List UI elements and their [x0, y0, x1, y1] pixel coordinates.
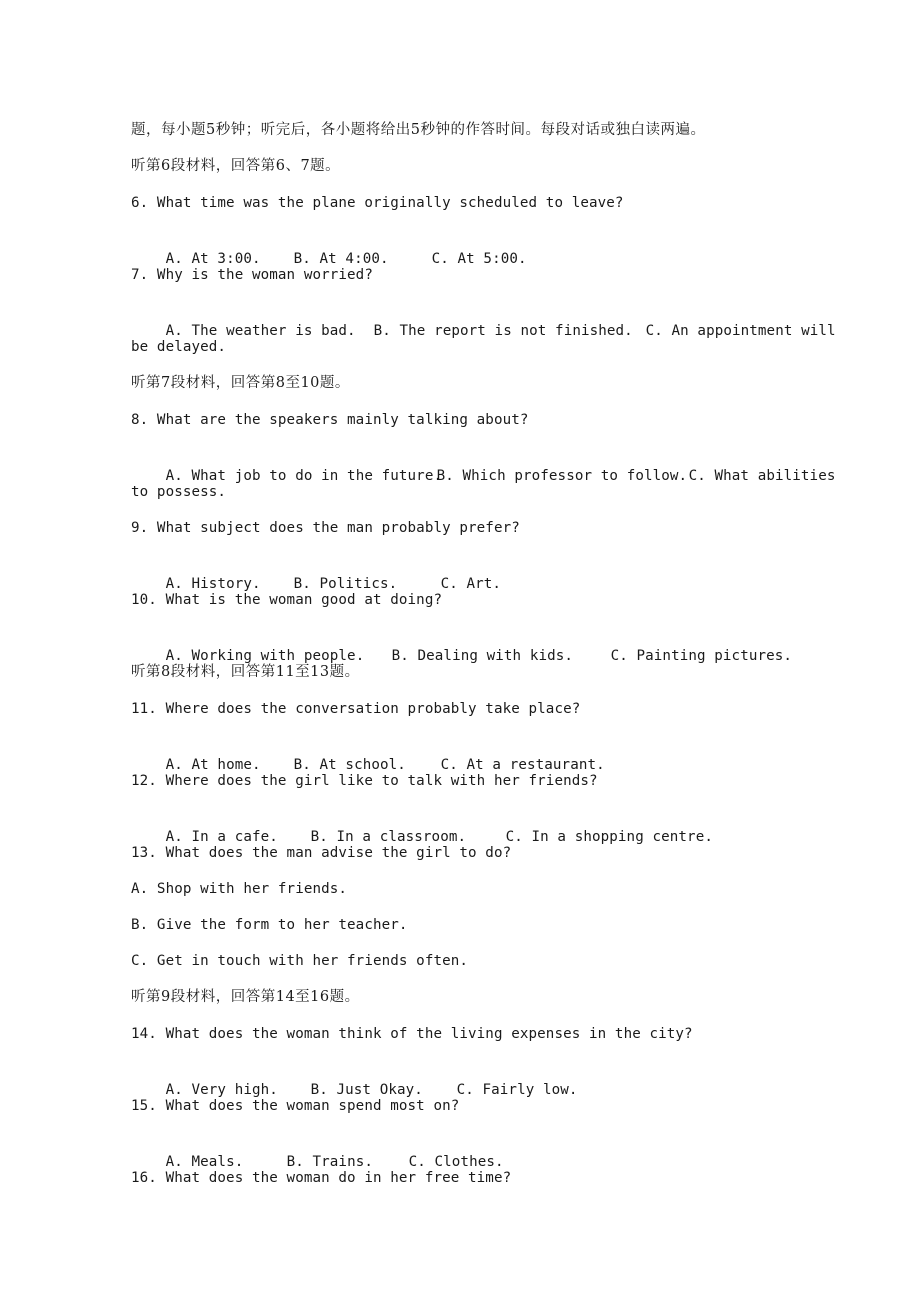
question-10-option-b: B. Dealing with kids.	[391, 648, 574, 664]
question-9-stem: 9. What subject does the man probably prefer?	[131, 520, 520, 536]
section-heading-7: 听第7段材料，回答第8至10题。	[131, 375, 350, 391]
question-15-option-c: C. Clothes.	[408, 1154, 504, 1170]
question-8-option-a: A. What job to do in the future.	[165, 468, 443, 484]
question-15-option-a: A. Meals.	[165, 1154, 244, 1170]
question-9-option-b: B. Politics.	[293, 576, 398, 592]
section-heading-8: 听第8段材料，回答第11至13题。	[131, 664, 360, 680]
question-8-option-c-continued: to possess.	[131, 484, 227, 500]
question-12-option-b: B. In a classroom.	[310, 829, 467, 845]
question-14-option-b: B. Just Okay.	[310, 1082, 423, 1098]
question-11-option-b: B. At school.	[293, 757, 406, 773]
question-15-option-b: B. Trains.	[286, 1154, 373, 1170]
question-13-option-b: B. Give the form to her teacher.	[131, 917, 408, 933]
question-7-stem: 7. Why is the woman worried?	[131, 267, 373, 283]
question-13-option-c: C. Get in touch with her friends often.	[131, 953, 469, 969]
question-11-option-c: C. At a restaurant.	[440, 757, 605, 773]
question-10-stem: 10. What is the woman good at doing?	[131, 592, 443, 608]
question-12-option-a: A. In a cafe.	[165, 829, 278, 845]
question-14-stem: 14. What does the woman think of the living expenses in the city?	[131, 1026, 693, 1042]
question-7-option-b: B. The report is not finished.	[373, 323, 633, 339]
question-11-option-a: A. At home.	[165, 757, 261, 773]
question-7-option-a: A. The weather is bad.	[165, 323, 356, 339]
instruction-text: 题，每小题5秒钟；听完后，各小题将给出5秒钟的作答时间。每段对话或独白读两遍。	[131, 122, 706, 138]
question-8-stem: 8. What are the speakers mainly talking about?	[131, 412, 529, 428]
question-14-option-c: C. Fairly low.	[456, 1082, 578, 1098]
question-7-option-c: C. An appointment will	[645, 323, 836, 339]
question-10-option-a: A. Working with people.	[165, 648, 365, 664]
question-6-option-c: C. At 5:00.	[431, 251, 527, 267]
question-13-option-a: A. Shop with her friends.	[131, 881, 348, 897]
question-14-option-a: A. Very high.	[165, 1082, 278, 1098]
question-10-option-c: C. Painting pictures.	[610, 648, 793, 664]
question-6-option-a: A. At 3:00.	[165, 251, 261, 267]
question-12-option-c: C. In a shopping centre.	[505, 829, 713, 845]
question-8-option-b: B. Which professor to follow.	[436, 468, 688, 484]
question-6-stem: 6. What time was the plane originally scheduled to leave?	[131, 195, 624, 211]
question-8-option-c: C. What abilities	[688, 468, 836, 484]
question-12-stem: 12. Where does the girl like to talk with her friends?	[131, 773, 598, 789]
question-7-option-c-continued: be delayed.	[131, 339, 227, 355]
question-15-stem: 15. What does the woman spend most on?	[131, 1098, 460, 1114]
question-16-stem: 16. What does the woman do in her free time?	[131, 1170, 512, 1186]
section-heading-9: 听第9段材料，回答第14至16题。	[131, 989, 360, 1005]
question-9-option-a: A. History.	[165, 576, 261, 592]
section-heading-6: 听第6段材料，回答第6、7题。	[131, 158, 341, 174]
question-13-stem: 13. What does the man advise the girl to do?	[131, 845, 512, 861]
question-9-option-c: C. Art.	[440, 576, 502, 592]
question-6-option-b: B. At 4:00.	[293, 251, 389, 267]
question-11-stem: 11. Where does the conversation probably take place?	[131, 701, 581, 717]
